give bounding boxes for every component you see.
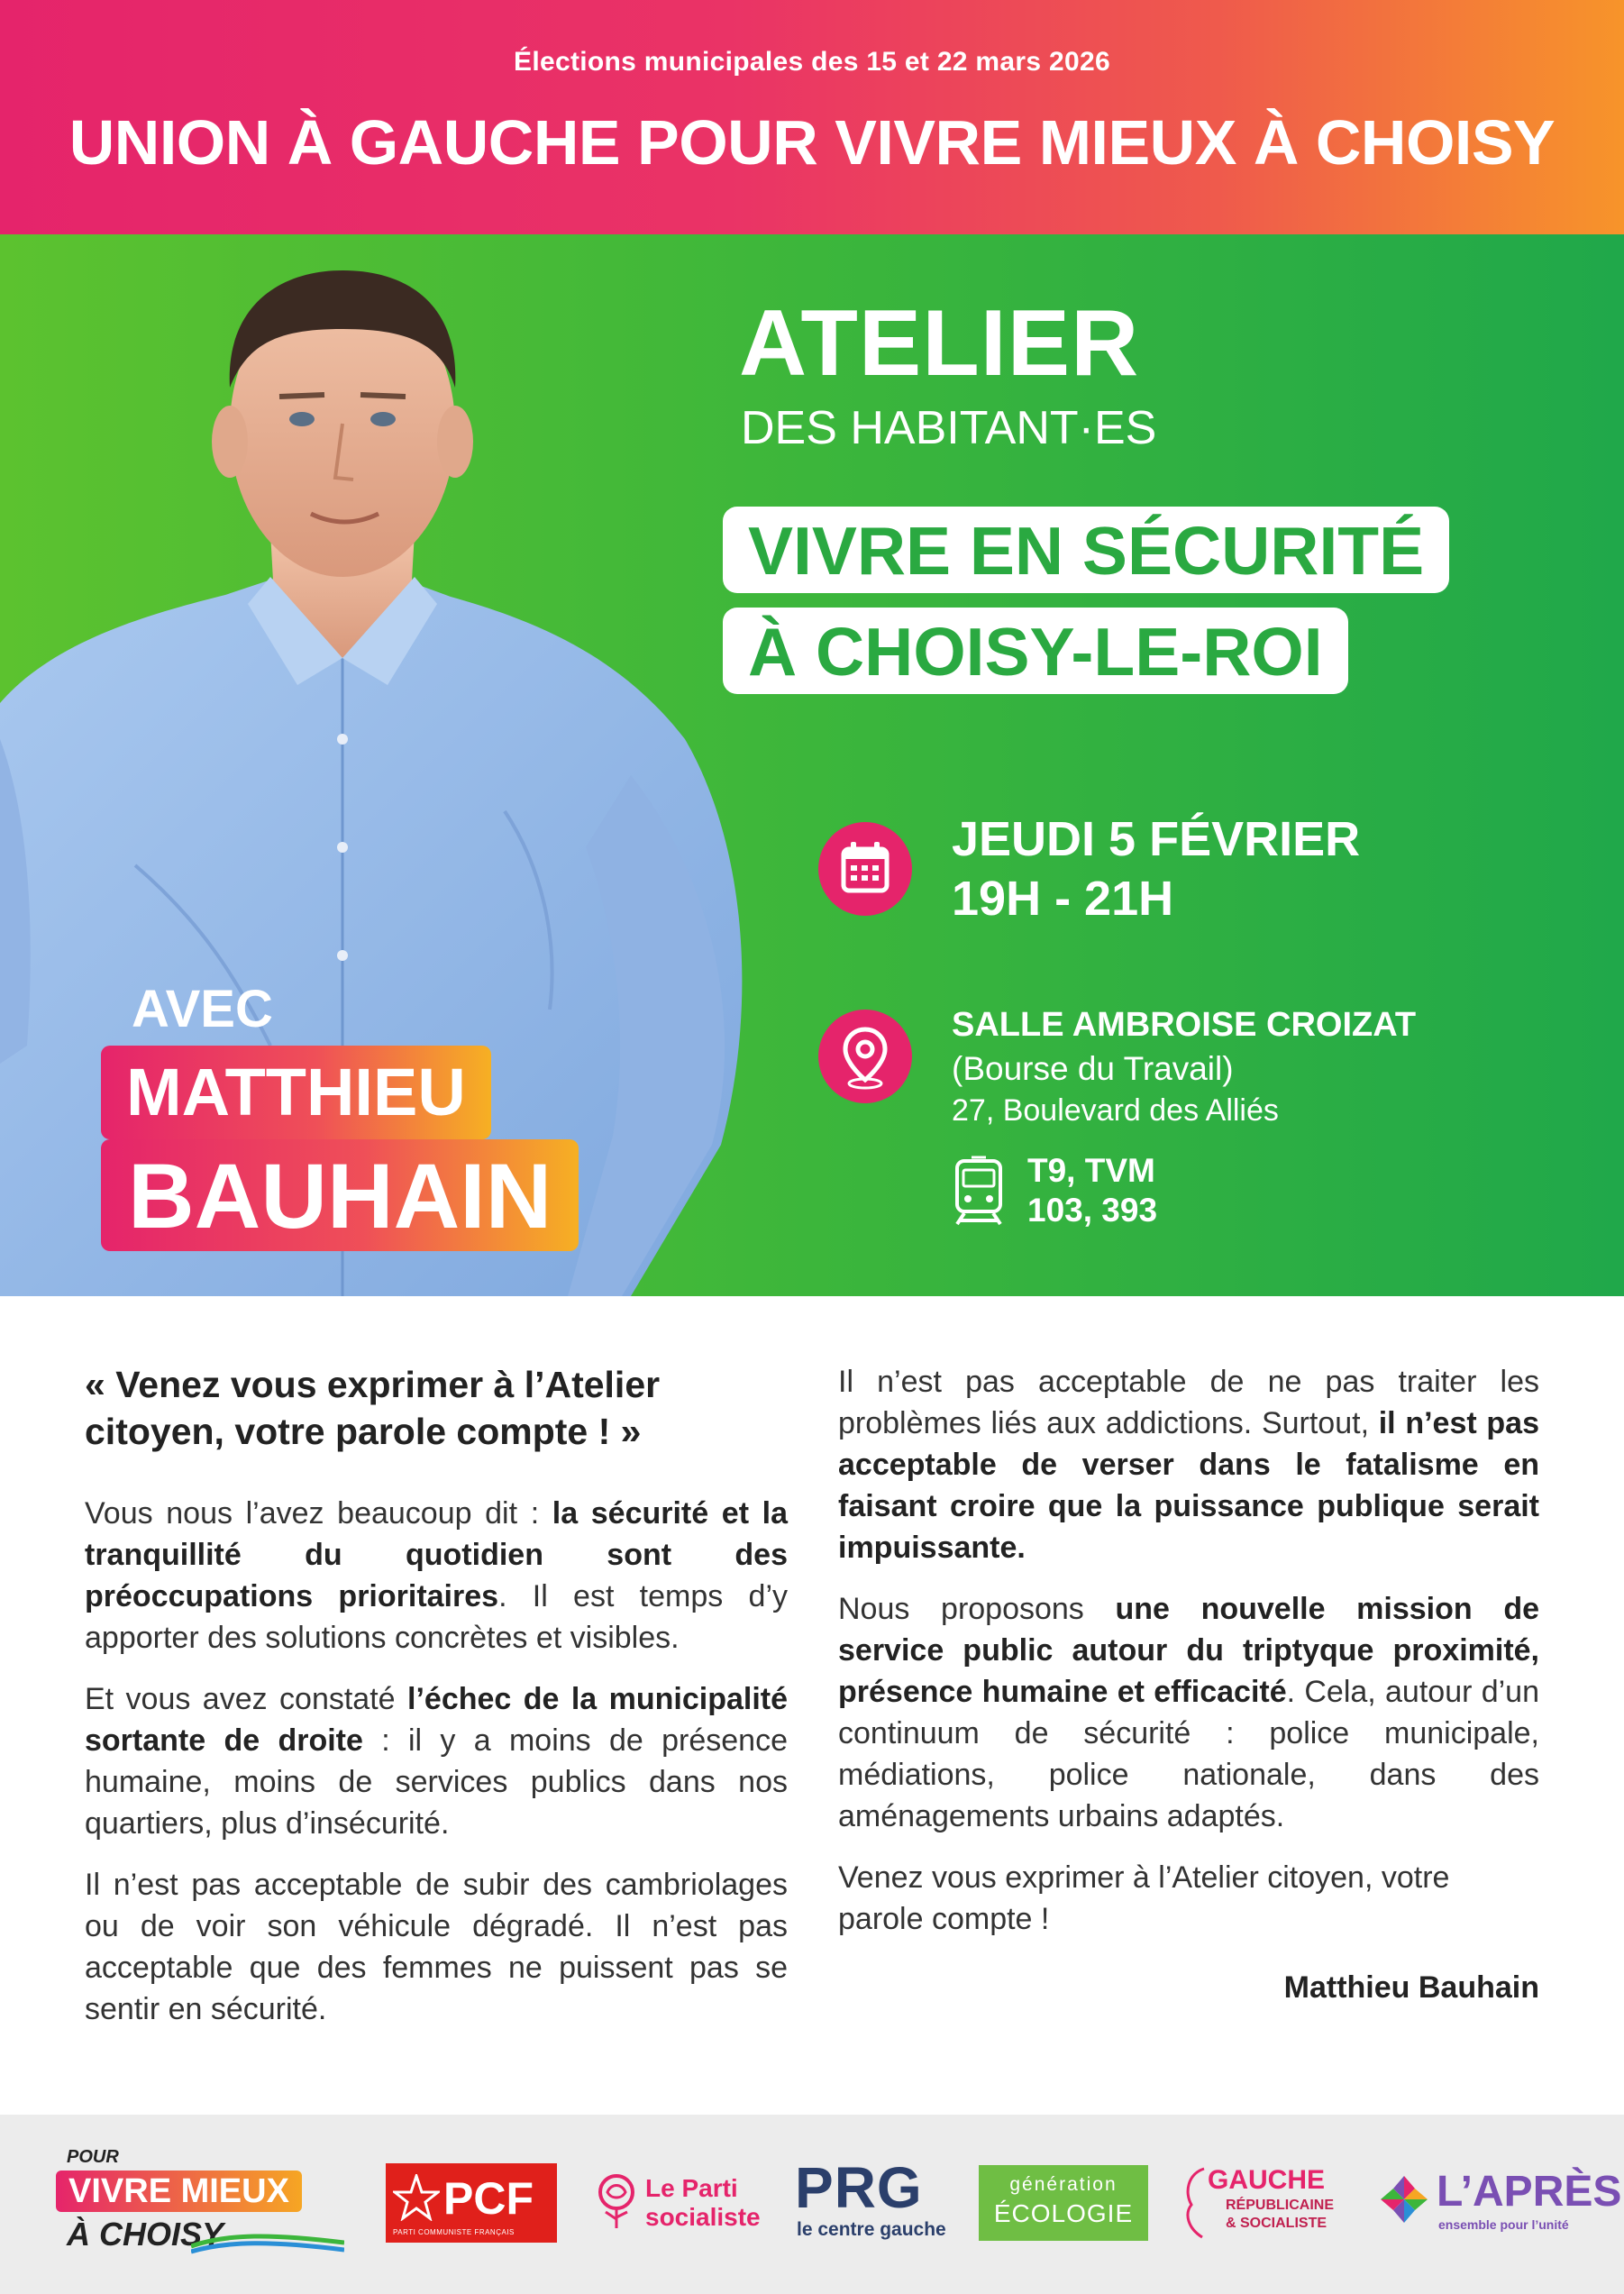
election-subtitle: Élections municipales des 15 et 22 mars 2026 <box>514 47 1110 77</box>
signature: Matthieu Bauhain <box>1283 1970 1539 2005</box>
intro-quote: « Venez vous exprimer à l’Atelier citoyen, votre parole compte ! » <box>85 1364 661 1452</box>
generation-ecologie-logo: génération ÉCOLOGIE <box>979 2165 1148 2241</box>
venue-detail: (Bourse du Travail) <box>952 1050 1234 1087</box>
text-column-right <box>838 1361 1539 2028</box>
page-title: UNION À GAUCHE POUR VIVRE MIEUX À CHOISY <box>68 107 1556 178</box>
paragraph-1: Vous nous l’avez beaucoup dit : la sécurité et la tranquillité du quotidien sont des préoccupations prioritaires. Il est temps d’y apporter des solutions concrètes et visibles. <box>85 1496 788 1655</box>
gauche-republicaine-logo: GAUCHE RÉPUBLICAINE & SOCIALISTE <box>1179 2161 1350 2244</box>
header-banner <box>0 0 1624 234</box>
text-column-left <box>85 1361 788 2050</box>
prg-logo: PRG le centre gauche <box>795 2155 946 2240</box>
theme-line-2: À CHOISY-LE-ROI <box>723 608 1348 694</box>
paragraph-4: Il n’est pas acceptable de ne pas traiter les problèmes liés aux addictions. Surtout, il n’est pas acceptable de verser dans le fatalisme en faisant croire que la puissance publique serait impuissante. <box>838 1365 1539 1565</box>
pcf-logo: PCF PARTI COMMUNISTE FRANÇAIS <box>386 2163 557 2243</box>
hero-section <box>0 234 1624 1296</box>
event-subheading: DES HABITANT·ES <box>741 402 1157 454</box>
event-time: 19H - 21H <box>952 872 1174 926</box>
event-heading: ATELIER <box>739 291 1140 396</box>
vivre-mieux-logo: POUR VIVRE MIEUX À CHOISY <box>56 2147 344 2264</box>
venue-name: SALLE AMBROISE CROIZAT <box>952 1006 1417 1044</box>
paragraph-5: Nous proposons une nouvelle mission de service public autour du triptyque proximité, présence humaine et efficacité. Cela, autour d’un continuum de sécurité : police municipale, médiations, police nationale, dans des aménagements urbains adaptés. <box>838 1592 1539 1833</box>
paragraph-2: Et vous avez constaté l’échec de la municipalité sortante de droite : il y a moins de présence humaine, moins de services publics dans nos quartiers, plus d’insécurité. <box>85 1682 789 1841</box>
venue-address: 27, Boulevard des Alliés <box>952 1093 1279 1128</box>
candidate-first-name: MATTHIEU <box>101 1046 491 1139</box>
parti-socialiste-logo: Le Parti socialiste <box>591 2167 771 2239</box>
partner-logos-footer <box>0 2115 1624 2294</box>
calendar-icon <box>818 822 912 916</box>
location-pin-icon <box>818 1010 912 1103</box>
transport-lines-2: 103, 393 <box>1027 1192 1158 1229</box>
transport-lines-1: T9, TVM <box>1027 1152 1155 1189</box>
with-label: AVEC <box>132 980 273 1038</box>
lapres-logo: L’APRÈS ensemble pour l’unité <box>1379 2167 1577 2243</box>
candidate-last-name: BAUHAIN <box>101 1139 579 1251</box>
theme-line-1: VIVRE EN SÉCURITÉ <box>723 507 1449 593</box>
tram-icon <box>952 1156 1006 1228</box>
event-date: JEUDI 5 FÉVRIER <box>952 812 1361 866</box>
paragraph-3: Il n’est pas acceptable de subir des cambriolages ou de voir son véhicule dégradé. Il n’est pas acceptable que des femmes ne puissent pas se sentir en sécurité. <box>85 1868 788 2026</box>
paragraph-6: Venez vous exprimer à l’Atelier citoyen, votre parole compte ! <box>838 1860 1450 1936</box>
